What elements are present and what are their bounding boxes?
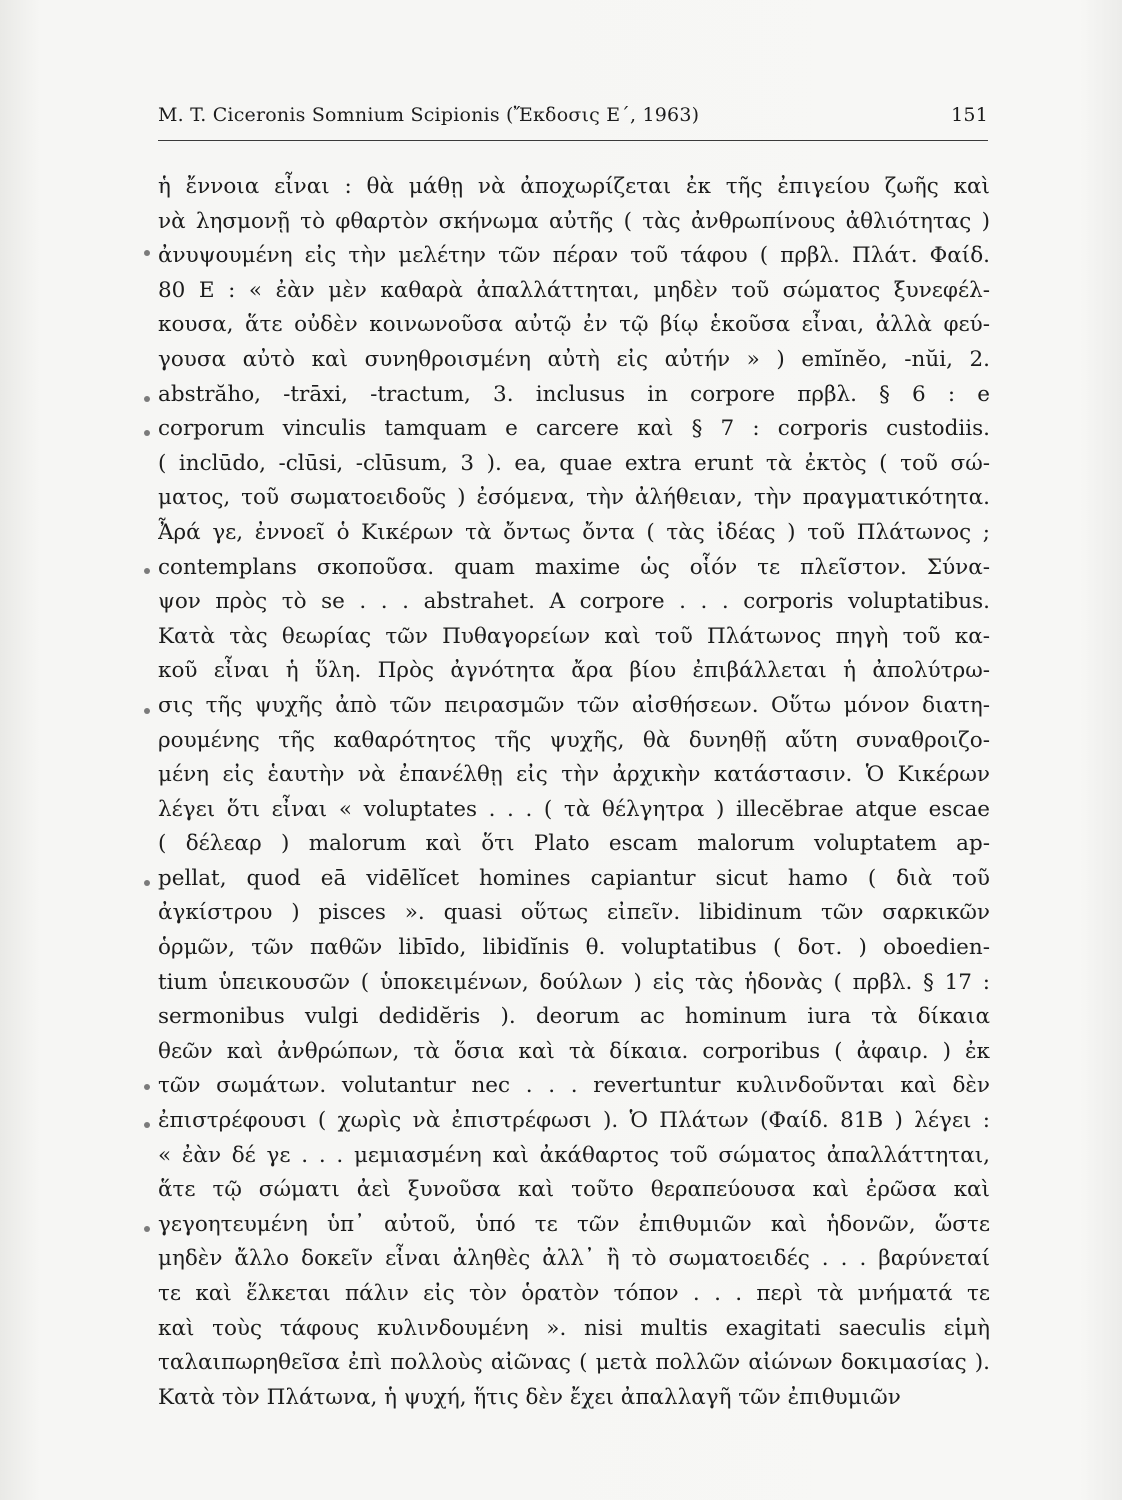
- header-rule: [158, 140, 988, 141]
- text-line: ἀγκίστρου ) pisces ». quasi οὕτως εἰπεῖν. libidinum τῶν σαρκικῶν: [158, 900, 990, 926]
- text-line: corporum vinculis tamquam e carcere καὶ § 7 : corporis custodiis.: [158, 416, 990, 442]
- text-line: Κατὰ τὸν Πλάτωνα, ἡ ψυχή, ἥτις δὲν ἔχει ἀπαλλαγῆ τῶν ἐπιθυμιῶν: [158, 1384, 901, 1410]
- text-line: κοῦ εἶναι ἡ ὕλη. Πρὸς ἀγνότητα ἄρα βίου ἐπιβάλλεται ἡ ἀπολύτρω-: [158, 658, 990, 684]
- text-line: pellat, quod eā vidēlĭcet homines capiantur sicut hamo ( διὰ τοῦ: [158, 865, 990, 891]
- margin-dot: [144, 1226, 150, 1232]
- text-line: θεῶν καὶ ἀνθρώπων, τὰ ὅσια καὶ τὰ δίκαια. corporibus ( ἀφαιρ. ) ἐκ: [158, 1038, 990, 1064]
- margin-dot: [144, 1122, 150, 1128]
- text-line: ρουμένης τῆς καθαρότητος τῆς ψυχῆς, θὰ δυνηθῇ αὕτη συναθροιζο-: [158, 727, 990, 753]
- text-line: 80 Ε : « ἐὰν μὲν καθαρὰ ἀπαλλάττηται, μηδὲν τοῦ σώματος ξυνεφέλ-: [158, 277, 990, 303]
- margin-dot: [144, 708, 150, 714]
- text-line: ἅτε τῷ σώματι ἀεὶ ξυνοῦσα καὶ τοῦτο θεραπεύουσα καὶ ἐρῶσα καὶ: [158, 1177, 990, 1203]
- text-line: abstrăho, -trāxi, -tractum, 3. inclusus in corpore πρβλ. § 6 : e: [158, 381, 990, 407]
- text-line: ἡ ἔννοια εἶναι : θὰ μάθῃ νὰ ἀποχωρίζεται ἐκ τῆς ἐπιγείου ζωῆς καὶ: [158, 174, 990, 199]
- text-line: σις τῆς ψυχῆς ἀπὸ τῶν πειρασμῶν τῶν αἰσθήσεων. Οὕτω μόνον διατη-: [158, 692, 990, 718]
- margin-dot: [144, 880, 150, 886]
- text-line: ( δέλεαρ ) malorum καὶ ὅτι Plato escam malorum voluptatem ap-: [158, 831, 990, 857]
- text-line: ἀνυψουμένη εἰς τὴν μελέτην τῶν πέραν τοῦ τάφου ( πρβλ. Πλάτ. Φαίδ.: [158, 243, 990, 269]
- margin-dot: [144, 430, 150, 436]
- margin-dot: [144, 568, 150, 574]
- text-line: ( inclūdo, -clūsi, -clūsum, 3 ). ea, quae extra erunt τὰ ἐκτὸς ( τοῦ σώ-: [158, 450, 990, 476]
- text-line: νὰ λησμονῇ τὸ φθαρτὸν σκήνωμα αὐτῆς ( τὰς ἀνθρωπίνους ἀθλιότητας ): [158, 208, 990, 234]
- text-line: ψον πρὸς τὸ se . . . abstrahet. A corpore . . . corporis voluptatibus.: [158, 589, 990, 615]
- margin-dot: [144, 1084, 150, 1090]
- text-line: κουσα, ἅτε οὐδὲν κοινωνοῦσα αὐτῷ ἐν τῷ βίῳ ἑκοῦσα εἶναι, ἀλλὰ φεύ-: [158, 312, 990, 338]
- body-text: [158, 170, 990, 1415]
- text-line: Ἆρά γε, ἐννοεῖ ὁ Κικέρων τὰ ὄντως ὄντα ( τὰς ἰδέας ) τοῦ Πλάτωνος ;: [158, 519, 990, 545]
- text-line: μένη εἰς ἑαυτὴν νὰ ἐπανέλθῃ εἰς τὴν ἀρχικὴν κατάστασιν. Ὁ Κικέρων: [158, 762, 990, 788]
- text-line: « ἐὰν δέ γε . . . μεμιασμένη καὶ ἀκάθαρτος τοῦ σώματος ἀπαλλάττηται,: [158, 1142, 990, 1168]
- text-line: γουσα αὐτὸ καὶ συνηθροισμένη αὐτὴ εἰς αὐτήν » ) emĭnĕo, -nŭi, 2.: [158, 346, 990, 372]
- text-line: λέγει ὅτι εἶναι « voluptates . . . ( τὰ θέλγητρα ) illecĕbrae atque escae: [158, 796, 990, 822]
- text-line: καὶ τοὺς τάφους κυλινδουμένη ». nisi multis exagitati saeculis εἱμὴ: [158, 1315, 990, 1341]
- text-line: sermonibus vulgi dedidĕris ). deorum ac hominum iura τὰ δίκαια: [158, 1004, 990, 1030]
- text-line: γεγοητευμένη ὑπ᾿ αὐτοῦ, ὑπό τε τῶν ἐπιθυμιῶν καὶ ἡδονῶν, ὥστε: [158, 1211, 990, 1237]
- text-line: ὁρμῶν, τῶν παθῶν libīdo, libidĭnis θ. voluptatibus ( δοτ. ) oboedien-: [158, 935, 990, 961]
- text-line: τῶν σωμάτων. volutantur nec . . . revertuntur κυλινδοῦνται καὶ δὲν: [158, 1073, 990, 1099]
- text-line: τε καὶ ἕλκεται πάλιν εἰς τὸν ὁρατὸν τόπον . . . περὶ τὰ μνήματά τε: [158, 1281, 990, 1306]
- text-line: ταλαιπωρηθεῖσα ἐπὶ πολλοὺς αἰῶνας ( μετὰ πολλῶν αἰώνων δοκιμασίας ).: [158, 1350, 990, 1376]
- text-line: ματος, τοῦ σωματοειδοῦς ) ἐσόμενα, τὴν ἀλήθειαν, τὴν πραγματικότητα.: [158, 485, 990, 511]
- margin-dot: [144, 250, 150, 256]
- page-header: [158, 104, 988, 126]
- running-title: M. T. Ciceronis Somnium Scipionis (Ἔκδοσις Ε΄, 1963): [158, 104, 700, 126]
- margin-dot: [144, 396, 150, 402]
- text-line: μηδὲν ἄλλο δοκεῖν εἶναι ἀληθὲς ἀλλ᾿ ἢ τὸ σωματοειδές . . . βαρύνεταί: [158, 1246, 990, 1272]
- text-line: contemplans σκοποῦσα. quam maxime ὡς οἷόν τε πλεῖστον. Σύνα-: [158, 554, 990, 580]
- text-line: tium ὑπεικουσῶν ( ὑποκειμένων, δούλων ) εἰς τὰς ἡδονὰς ( πρβλ. § 17 :: [158, 969, 990, 995]
- page-number: 151: [951, 104, 988, 126]
- text-line: ἐπιστρέφουσι ( χωρὶς νὰ ἐπιστρέφωσι ). Ὁ Πλάτων (Φαίδ. 81Β ) λέγει :: [158, 1108, 990, 1134]
- text-line: Κατὰ τὰς θεωρίας τῶν Πυθαγορείων καὶ τοῦ Πλάτωνος πηγὴ τοῦ κα-: [158, 623, 990, 649]
